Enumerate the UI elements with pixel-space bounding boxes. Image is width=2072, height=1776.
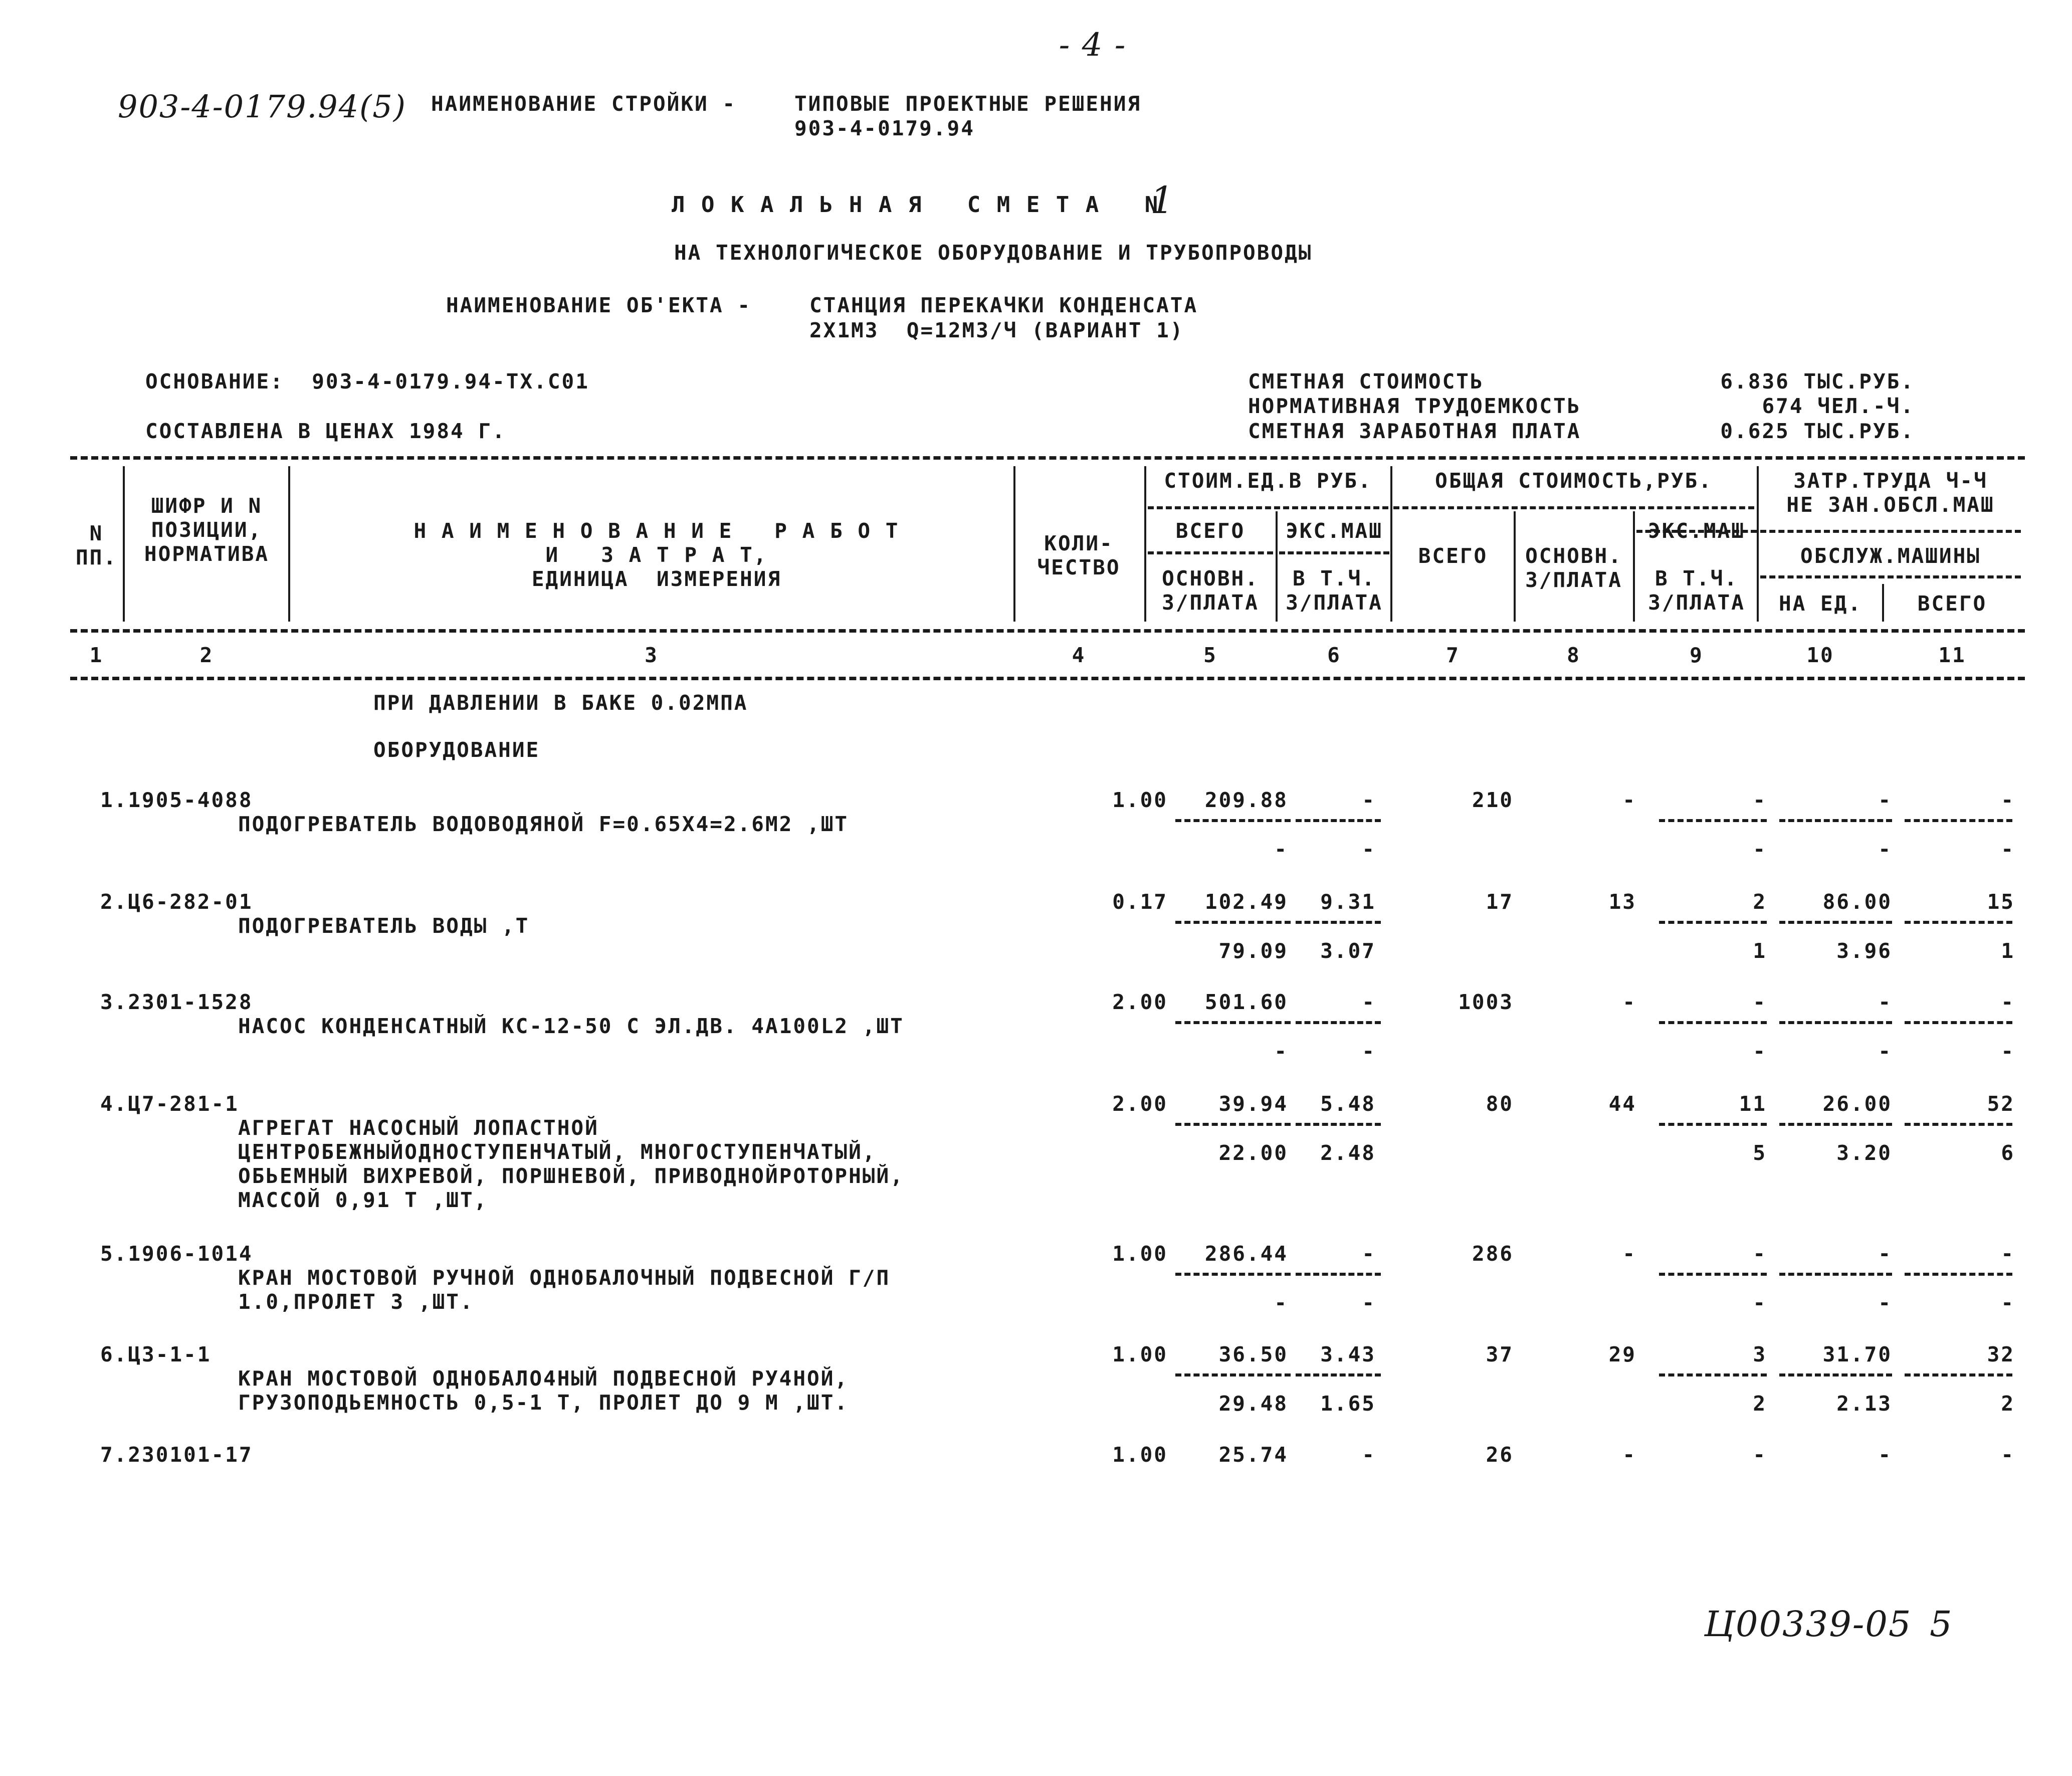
fraction-rule	[1779, 921, 1892, 924]
row-labor-per-unit: 26.00	[1822, 1092, 1892, 1116]
row-labor-total: -	[2001, 990, 2015, 1014]
row-unit-machine-wage: -	[1362, 837, 1376, 861]
row-total-base-wage: 44	[1608, 1092, 1636, 1116]
row-name: АГРЕГАТ НАСОСНЫЙ ЛОПАСТНОЙ ЦЕНТРОБЕЖНЫЙОДНОСТУПЕНЧАТЫЙ, МНОГОСТУПЕНЧАТЫЙ, ОБЬЕМНЫЙ ВИХРЕВОЙ, ПОРШНЕВОЙ, ПРИВОДНОЙРОТОРНЫЙ, МАССОЙ 0,91 Т ,ШТ,	[238, 1116, 904, 1212]
col-separator	[1276, 511, 1278, 622]
row-quantity: 1.00	[1112, 1342, 1168, 1366]
fraction-rule	[1175, 921, 1291, 924]
row-labor-machines-total: 2	[2001, 1392, 2015, 1416]
row-labor-total: -	[2001, 1443, 2015, 1467]
column-number: 4	[1072, 643, 1086, 667]
fraction-rule	[1905, 1021, 2012, 1024]
fraction-rule	[1296, 921, 1381, 924]
footer-sheet-number: 5	[1930, 1604, 1953, 1645]
summary-value-labor: 674 ЧЕЛ.-Ч.	[1762, 394, 1915, 418]
row-labor-machines-per-unit: 3.96	[1836, 939, 1892, 963]
row-unit-base-wage: -	[1274, 1291, 1288, 1315]
header-labor: ЗАТР.ТРУДА Ч-Ч НЕ ЗАН.ОБСЛ.МАШ	[1786, 469, 1995, 517]
row-labor-machines-per-unit: -	[1878, 1039, 1892, 1063]
row-unit-base-wage: 29.48	[1218, 1392, 1288, 1416]
row-unit-total: 25.74	[1218, 1443, 1288, 1467]
row-total: 210	[1472, 788, 1514, 812]
section-pressure: ПРИ ДАВЛЕНИИ В БАКЕ 0.02МПА	[373, 691, 748, 715]
section-equipment: ОБОРУДОВАНИЕ	[373, 738, 540, 762]
fraction-rule	[1296, 1273, 1381, 1276]
row-name: ПОДОГРЕВАТЕЛЬ ВОДЫ ,Т	[238, 914, 530, 938]
fraction-rule	[1659, 1273, 1767, 1276]
summary-label-wages: СМЕТНАЯ ЗАРАБОТНАЯ ПЛАТА	[1248, 419, 1581, 443]
fraction-rule	[1905, 1123, 2012, 1126]
row-unit-machines: -	[1362, 1443, 1376, 1467]
row-total-machines: 11	[1739, 1092, 1767, 1116]
row-quantity: 0.17	[1112, 890, 1168, 914]
column-number: 9	[1690, 643, 1704, 667]
fraction-rule	[1905, 819, 2012, 822]
header-subrule	[1760, 575, 2021, 578]
page-number: - 4 -	[1059, 27, 1127, 64]
col-separator	[1144, 466, 1146, 622]
col-separator	[1633, 511, 1635, 622]
construction-code: 903-4-0179.94	[794, 116, 975, 140]
row-labor-per-unit: -	[1878, 990, 1892, 1014]
row-unit-machines: 5.48	[1320, 1092, 1376, 1116]
row-unit-base-wage: -	[1274, 1039, 1288, 1063]
col-separator	[288, 466, 290, 622]
row-unit-machines: -	[1362, 1242, 1376, 1266]
row-labor-machines-per-unit: 2.13	[1836, 1392, 1892, 1416]
row-code: 1.1905-4088	[100, 788, 253, 812]
row-unit-total: 209.88	[1204, 788, 1288, 812]
row-total: 1003	[1458, 990, 1514, 1014]
row-total-machine-wage: -	[1753, 1291, 1767, 1315]
row-code: 2.Ц6-282-01	[100, 890, 253, 914]
row-total-base-wage: -	[1622, 788, 1636, 812]
basis: ОСНОВАНИЕ: 903-4-0179.94-ТХ.С01	[145, 369, 589, 393]
header-labor-total: ВСЕГО	[1917, 591, 1987, 616]
object-value: СТАНЦИЯ ПЕРЕКАЧКИ КОНДЕНСАТА	[809, 293, 1198, 317]
row-unit-machine-wage: 3.07	[1320, 939, 1376, 963]
table-header-bottom-rule	[70, 629, 2025, 633]
header-unit-base-wage: ОСНОВН. З/ПЛАТА	[1162, 566, 1259, 615]
header-unit-machine-wage: В Т.Ч. З/ПЛАТА	[1286, 566, 1383, 615]
header-total-machine-wage: В Т.Ч. З/ПЛАТА	[1648, 566, 1745, 615]
row-unit-machine-wage: 2.48	[1320, 1141, 1376, 1165]
fraction-rule	[1659, 1123, 1767, 1126]
price-basis: СОСТАВЛЕНА В ЦЕНАХ 1984 Г.	[145, 419, 506, 443]
fraction-rule	[1905, 1273, 2012, 1276]
estimate-title: Л О К А Л Ь Н А Я С М Е Т А N	[672, 192, 1160, 218]
fraction-rule	[1905, 1373, 2012, 1376]
header-subrule	[1760, 530, 2021, 533]
row-code: 6.Ц3-1-1	[100, 1342, 212, 1366]
row-labor-machines-total: 6	[2001, 1141, 2015, 1165]
row-total: 26	[1486, 1443, 1514, 1467]
row-total: 37	[1486, 1342, 1514, 1366]
row-labor-machines-per-unit: -	[1878, 1291, 1892, 1315]
row-unit-total: 501.60	[1204, 990, 1288, 1014]
row-total-base-wage: 13	[1608, 890, 1636, 914]
row-labor-machines-total: -	[2001, 837, 2015, 861]
column-numbers-bottom-rule	[70, 677, 2025, 680]
row-total-machine-wage: 1	[1753, 939, 1767, 963]
fraction-rule	[1175, 1273, 1291, 1276]
col-separator	[1514, 511, 1516, 622]
row-total: 286	[1472, 1242, 1514, 1266]
row-labor-machines-per-unit: -	[1878, 837, 1892, 861]
header-col-quantity: КОЛИ- ЧЕСТВО	[1037, 531, 1121, 579]
object-capacity: 2Х1М3 Q=12М3/Ч (ВАРИАНТ 1)	[809, 318, 1184, 342]
fraction-rule	[1779, 819, 1892, 822]
row-total-machines: 3	[1753, 1342, 1767, 1366]
row-labor-machines-total: 1	[2001, 939, 2015, 963]
fraction-rule	[1296, 1123, 1381, 1126]
row-labor-total: -	[2001, 1242, 2015, 1266]
header-subrule	[1279, 551, 1389, 554]
summary-value-cost: 6.836 ТЫС.РУБ.	[1720, 369, 1915, 393]
row-labor-total: 32	[1987, 1342, 2015, 1366]
header-unit-machines: ЭКС.МАШ	[1286, 519, 1383, 543]
row-unit-machines: 3.43	[1320, 1342, 1376, 1366]
col-separator	[1757, 466, 1759, 622]
row-labor-per-unit: 86.00	[1822, 890, 1892, 914]
row-total-base-wage: -	[1622, 1242, 1636, 1266]
row-total-machines: -	[1753, 990, 1767, 1014]
row-unit-base-wage: -	[1274, 837, 1288, 861]
row-total-machine-wage: -	[1753, 1039, 1767, 1063]
row-unit-base-wage: 22.00	[1218, 1141, 1288, 1165]
row-labor-per-unit: -	[1878, 1242, 1892, 1266]
row-total-machines: -	[1753, 1443, 1767, 1467]
column-number: 2	[199, 643, 214, 667]
row-total-machines: -	[1753, 1242, 1767, 1266]
fraction-rule	[1779, 1373, 1892, 1376]
column-number: 8	[1567, 643, 1581, 667]
row-code: 7.230101-17	[100, 1443, 253, 1467]
fraction-rule	[1175, 1021, 1291, 1024]
fraction-rule	[1296, 819, 1381, 822]
row-unit-machine-wage: -	[1362, 1291, 1376, 1315]
fraction-rule	[1779, 1273, 1892, 1276]
fraction-rule	[1779, 1021, 1892, 1024]
summary-label-labor: НОРМАТИВНАЯ ТРУДОЕМКОСТЬ	[1248, 394, 1581, 418]
row-name: КРАН МОСТОВОЙ ОДНОБАЛО4НЫЙ ПОДВЕСНОЙ РУ4НОЙ, ГРУЗОПОДЬЕМНОСТЬ 0,5-1 Т, ПРОЛЕТ ДО 9 М ,ШТ.	[238, 1366, 849, 1415]
summary-label-cost: СМЕТНАЯ СТОИМОСТЬ	[1248, 369, 1484, 393]
col-separator	[1390, 466, 1392, 622]
fraction-rule	[1659, 1373, 1767, 1376]
document-code-handwritten: 903-4-0179.94(5)	[118, 88, 406, 125]
row-quantity: 1.00	[1112, 1443, 1168, 1467]
row-quantity: 2.00	[1112, 990, 1168, 1014]
column-number: 10	[1806, 643, 1834, 667]
summary-value-wages: 0.625 ТЫС.РУБ.	[1720, 419, 1915, 443]
row-unit-machines: -	[1362, 788, 1376, 812]
row-labor-machines-total: -	[2001, 1291, 2015, 1315]
row-labor-total: -	[2001, 788, 2015, 812]
row-unit-total: 286.44	[1204, 1242, 1288, 1266]
row-unit-base-wage: 79.09	[1218, 939, 1288, 963]
row-total: 17	[1486, 890, 1514, 914]
table-top-rule	[70, 456, 2025, 460]
row-total-base-wage: -	[1622, 990, 1636, 1014]
column-number: 6	[1327, 643, 1341, 667]
header-labor-machines: ОБСЛУЖ.МАШИНЫ	[1800, 544, 1981, 568]
row-labor-total: 52	[1987, 1092, 2015, 1116]
col-separator	[1882, 584, 1884, 622]
row-unit-total: 102.49	[1204, 890, 1288, 914]
header-total-all: ВСЕГО	[1418, 544, 1488, 568]
estimate-number-handwritten: 1	[1150, 179, 1175, 222]
row-total-machine-wage: 2	[1753, 1392, 1767, 1416]
row-total-machines: 2	[1753, 890, 1767, 914]
column-number: 1	[89, 643, 104, 667]
row-unit-machines: -	[1362, 990, 1376, 1014]
col-separator	[123, 466, 125, 622]
fraction-rule	[1296, 1373, 1381, 1376]
header-total-cost: ОБЩАЯ СТОИМОСТЬ,РУБ.	[1435, 469, 1713, 493]
fraction-rule	[1659, 819, 1767, 822]
header-unit-cost: СТОИМ.ЕД.В РУБ.	[1164, 469, 1372, 493]
column-number: 5	[1203, 643, 1217, 667]
row-name: ПОДОГРЕВАТЕЛЬ ВОДОВОДЯНОЙ F=0.65Х4=2.6М2 ,ШТ	[238, 812, 849, 836]
header-subrule	[1393, 506, 1754, 509]
header-total-machines: ЭКС.МАШ	[1648, 519, 1745, 543]
row-labor-per-unit: 31.70	[1822, 1342, 1892, 1366]
column-number: 7	[1446, 643, 1460, 667]
header-col-name: Н А И М Е Н О В А Н И Е Р А Б О Т И З А Т Р А Т, ЕДИНИЦА ИЗМЕРЕНИЯ	[413, 519, 900, 591]
row-name: НАСОС КОНДЕНСАТНЫЙ КС-12-50 С ЭЛ.ДВ. 4А100L2 ,ШТ	[238, 1014, 904, 1038]
fraction-rule	[1779, 1123, 1892, 1126]
row-name: КРАН МОСТОВОЙ РУЧНОЙ ОДНОБАЛОЧНЫЙ ПОДВЕСНОЙ Г/П 1.0,ПРОЛЕТ 3 ,ШТ.	[238, 1266, 891, 1314]
row-unit-machine-wage: 1.65	[1320, 1392, 1376, 1416]
row-labor-total: 15	[1987, 890, 2015, 914]
row-total-machine-wage: 5	[1753, 1141, 1767, 1165]
row-code: 3.2301-1528	[100, 990, 253, 1014]
fraction-rule	[1175, 1373, 1291, 1376]
column-number: 3	[645, 643, 659, 667]
fraction-rule	[1905, 921, 2012, 924]
row-code: 4.Ц7-281-1	[100, 1092, 239, 1116]
row-unit-machine-wage: -	[1362, 1039, 1376, 1063]
row-unit-total: 39.94	[1218, 1092, 1288, 1116]
row-total-machine-wage: -	[1753, 837, 1767, 861]
row-unit-machines: 9.31	[1320, 890, 1376, 914]
column-number: 11	[1938, 643, 1966, 667]
row-labor-per-unit: -	[1878, 788, 1892, 812]
header-col-number: N ПП.	[75, 521, 118, 569]
row-total-machines: -	[1753, 788, 1767, 812]
header-subrule	[1148, 506, 1388, 509]
header-col-code: ШИФР И N ПОЗИЦИИ, НОРМАТИВА	[144, 494, 270, 566]
fraction-rule	[1659, 1021, 1767, 1024]
header-labor-per-unit: НА ЕД.	[1778, 591, 1862, 616]
row-total-base-wage: 29	[1608, 1342, 1636, 1366]
row-total-base-wage: -	[1622, 1443, 1636, 1467]
construction-value: ТИПОВЫЕ ПРОЕКТНЫЕ РЕШЕНИЯ	[794, 92, 1142, 116]
row-labor-per-unit: -	[1878, 1443, 1892, 1467]
row-quantity: 2.00	[1112, 1092, 1168, 1116]
row-quantity: 1.00	[1112, 788, 1168, 812]
header-total-base-wage: ОСНОВН. З/ПЛАТА	[1525, 544, 1622, 592]
row-unit-total: 36.50	[1218, 1342, 1288, 1366]
fraction-rule	[1175, 1123, 1291, 1126]
row-labor-machines-total: -	[2001, 1039, 2015, 1063]
footer-archive-number-handwritten: Ц00339-05	[1704, 1604, 1912, 1645]
row-quantity: 1.00	[1112, 1242, 1168, 1266]
row-labor-machines-per-unit: 3.20	[1836, 1141, 1892, 1165]
estimate-subject: НА ТЕХНОЛОГИЧЕСКОЕ ОБОРУДОВАНИЕ И ТРУБОПРОВОДЫ	[674, 241, 1313, 265]
header-unit-total: ВСЕГО	[1175, 519, 1246, 543]
row-code: 5.1906-1014	[100, 1242, 253, 1266]
construction-label: НАИМЕНОВАНИЕ СТРОЙКИ -	[431, 92, 737, 116]
fraction-rule	[1296, 1021, 1381, 1024]
fraction-rule	[1659, 921, 1767, 924]
row-total: 80	[1486, 1092, 1514, 1116]
header-subrule	[1148, 551, 1273, 554]
fraction-rule	[1175, 819, 1291, 822]
object-label: НАИМЕНОВАНИЕ ОБ'ЕКТА -	[446, 293, 752, 317]
